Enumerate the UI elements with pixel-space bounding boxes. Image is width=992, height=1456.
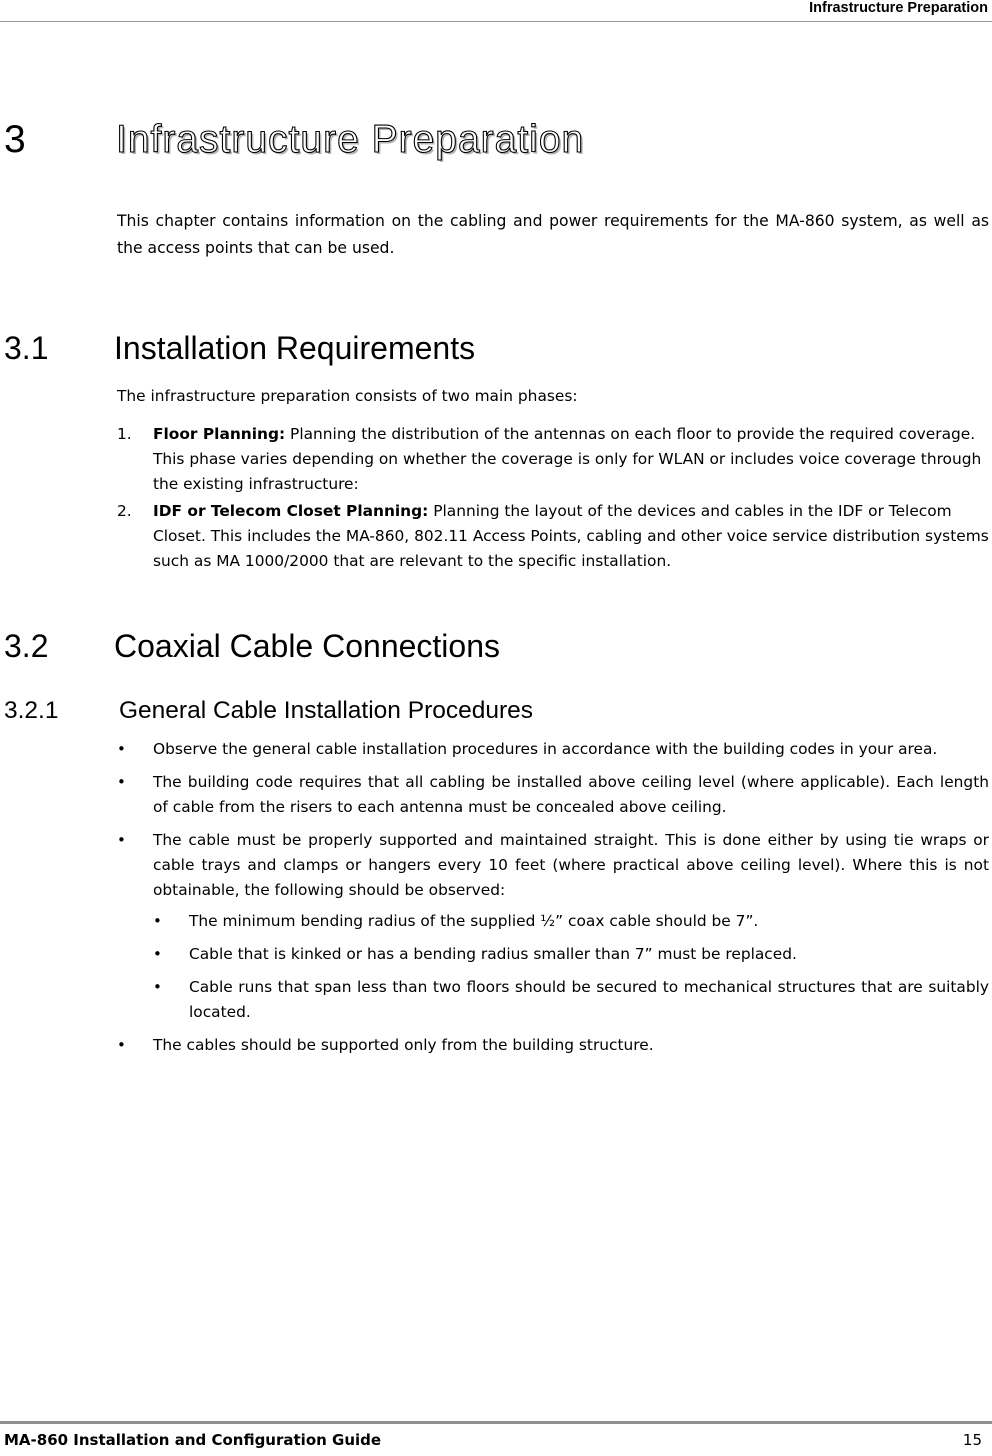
sub-list-item [153, 975, 989, 1025]
procedure-list [117, 737, 989, 1058]
list-item-term: Floor Planning: [153, 425, 286, 443]
list-item-text: Cable runs that span less than two floors should be secured to mechanical structures that are suitably located. [189, 978, 989, 1021]
subsection-number: 3.2.1 [4, 697, 59, 724]
sub-list-item [153, 942, 989, 967]
section-number: 3.2 [4, 628, 49, 664]
list-marker: 2. [117, 502, 132, 520]
list-item-text: Planning the distribution of the antennas on each floor to provide the required coverage. This phase varies depending on whether the coverage is only for WLAN or includes voice coverage through the existing infrastructure: [153, 425, 982, 493]
list-marker: 1. [117, 425, 132, 443]
list-item-text: The minimum bending radius of the supplied ½” coax cable should be 7”. [189, 912, 759, 930]
list-item-text: The building code requires that all cabling be installed above ceiling level (where applicable). Each length of cable from the risers to each antenna must be concealed above ceiling. [153, 773, 989, 816]
page-number: 15 [962, 1431, 982, 1449]
list-item [117, 770, 989, 820]
list-item [117, 1033, 989, 1058]
bullet-icon: • [153, 945, 162, 963]
list-item-term: IDF or Telecom Closet Planning: [153, 502, 429, 520]
list-item [117, 828, 989, 1025]
bullet-icon: • [117, 1036, 126, 1054]
header-divider [0, 21, 992, 22]
sub-list-item [153, 909, 989, 934]
section-title: Coaxial Cable Connections [114, 628, 500, 664]
bullet-icon: • [153, 978, 162, 996]
list-item [117, 422, 989, 497]
bullet-icon: • [117, 740, 126, 758]
list-item-text: The cables should be supported only from the building structure. [153, 1036, 654, 1054]
running-header: Infrastructure Preparation [809, 0, 988, 16]
bullet-icon: • [117, 773, 126, 791]
section-number: 3.1 [4, 330, 49, 366]
chapter-intro: This chapter contains information on the cabling and power requirements for the MA-860 system, as well as the access points that can be used. [117, 212, 989, 257]
phase-list [117, 422, 989, 576]
list-item [117, 737, 989, 762]
bullet-icon: • [153, 912, 162, 930]
list-item-text: The cable must be properly supported and maintained straight. This is done either by using tie wraps or cable trays and clamps or hangers every 10 feet (where practical above ceiling level). Where this is not obtainable, the following should be observed: [153, 831, 989, 899]
subsection-title: General Cable Installation Procedures [119, 697, 534, 724]
list-item [117, 499, 989, 574]
chapter-title: Infrastructure Preparation [116, 118, 585, 161]
chapter-number: 3 [4, 118, 26, 161]
list-item-text: Planning the layout of the devices and cables in the IDF or Telecom Closet. This includes the MA-860, 802.11 Access Points, cabling and other voice service distribution systems such as MA 1000/2000 that are relevant to the specific installation. [153, 502, 989, 570]
footer-divider [0, 1421, 992, 1424]
list-item-text: Cable that is kinked or has a bending radius smaller than 7” must be replaced. [189, 945, 797, 963]
sub-procedure-list [153, 909, 989, 1025]
list-item-text: Observe the general cable installation procedures in accordance with the building codes in your area. [153, 740, 938, 758]
footer-guide-title: MA-860 Installation and Configuration Guide [4, 1431, 382, 1449]
bullet-icon: • [117, 831, 126, 849]
section-title: Installation Requirements [114, 330, 476, 366]
section-lead: The infrastructure preparation consists of two main phases: [117, 387, 578, 405]
